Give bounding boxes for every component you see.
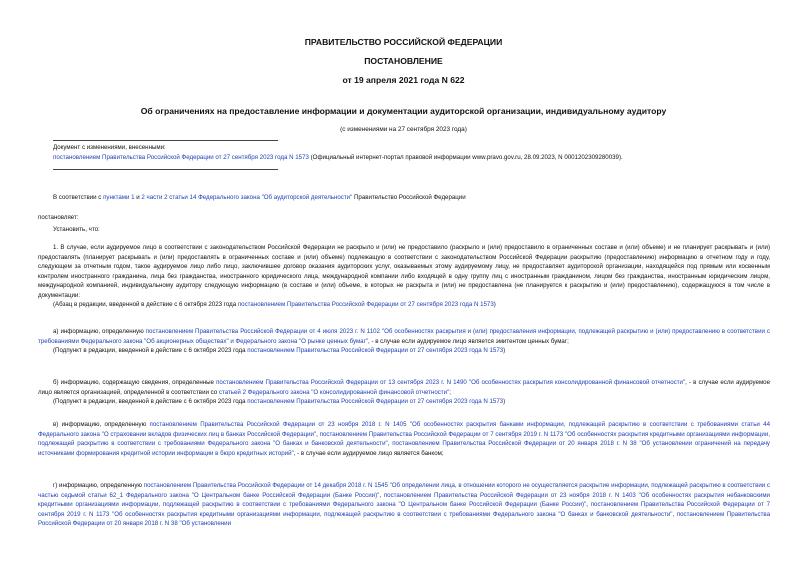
law-article-link[interactable]: 2 части 2 статьи 14 Федерального закона "Об аудиторской деятельности" (141, 194, 353, 201)
paragraph-1-note: (Абзац в редакции, введенной в действие с 6 октября 2023 года постановлением Правительства Российской Федерации от 27 сентября 2023 года N 1573) (53, 301, 496, 309)
subparagraph-a-text: а) информацию, определенную постановлением Правительства Российской Федерации от 4 июля 2023 г. N 1102 "Об особенностях раскрытия и (или) предоставления информации, подлежащей раскрытию и (или) предоставлению в соответствии с требованиями Федерального закона "Об акционерных обществах" и Федерального закона "О рынке ценных бумаг", - в случае если аудируемое лицо является эмитентом ценных бумаг; (38, 328, 770, 345)
preamble: В соответствии с пунктами 1 и 2 части 2 статьи 14 Федерального закона "Об аудиторской деятельности" Правительство Российской Федерации (53, 194, 466, 201)
decree-1545-link[interactable]: постановлением Правительства Российской Федерации от 14 декабря 2018 г. N 1545 "Об определении лица, в отношении которого не осуществляется раскрытие информации, подлежащей раскрытию в соответствии с частью седьмой статьи 62_1 Федерального закона "О Центральном банке Российской Федерации (Банке России)" (38, 482, 770, 499)
paragraph-1 (38, 243, 770, 310)
subparagraph-b-note: (Подпункт в редакции, введенной в действие с 6 октября 2023 года постановлением Правительства Российской Федерации от 27 сентября 2023 года N 1573) (53, 398, 506, 406)
subparagraph-a-note: (Подпункт в редакции, введенной в действие с 6 октября 2023 года постановлением Правительства Российской Федерации от 27 сентября 2023 года N 1573) (53, 347, 506, 355)
subparagraph-b-text: б) информацию, содержащую сведения, определенные постановлением Правительства Российской Федерации от 13 сентября 2023 г. N 1490 "Об особенностях раскрытия консолидированной финансовой отчетности", - в случае если аудируемое лицо является организацией, определенной в соответствии со статьей 2 Федерального закона "О консолидированной финансовой отчетности"; (38, 379, 770, 396)
document-title: Об ограничениях на предоставление информации и документации аудиторской организации, индивидуальному аудитору (140, 106, 667, 116)
law-points-link[interactable]: пунктами 1 (103, 194, 135, 201)
paragraph-1-text: 1. В случае, если аудируемое лицо в соответствии с законодательством Российской Федерации не раскрыло и (или) не предоставило (раскрыло и (или) предоставило в ограниченных составе и (или) объеме) и не планирует раскрывать и (или) предоставлять (планирует раскрывать и (или) предоставлять в ограниченных составе и (или) объеме) подлежащую в соответствии с законодательством Российской Федерации раскрытию (предоставлению) информацию в отчетном году и году, следующем за отчетным годом, такое аудируемое лицо либо лицо, заключившее договор оказания аудиторских услуг, оказываемых этому аудируемому лицу, не предоставляет аудиторской организации, находящейся под прямым или косвенным контролем иностранного гражданина, лица без гражданства, иностранного юридического лица, международной компании либо входящей в одну группу лиц с иностранным гражданином, лицом без гражданства, иностранным юридическим лицом, международной компанией, индивидуальному аудитору следующую информацию (в составе и (или) объеме, в которых не раскрыта и (или) не предоставлена (не планируется к раскрытию и (или) предоставлению), содержащуюся в том числе в документации: (38, 244, 770, 299)
decree-1173-link[interactable]: постановлением Правительства Российской Федерации от 7 сентября 2019 г. N 1173 "Об особенностях раскрытия кредитными организациями информации, подлежащей раскрытию в соответствии с требованиями Федерального закона "О банках и банковской деятельности" (38, 430, 770, 448)
document-type: ПОСТАНОВЛЕНИЕ (364, 56, 443, 66)
amending-decree-link[interactable]: постановлением Правительства Российской Федерации от 27 сентября 2023 года N 1573 (53, 153, 309, 161)
decree-38-link[interactable]: постановлением Правительства Российской Федерации от 20 января 2018 г. N 38 "Об установлении ограничений на передачу источниками формирования кредитной истории информации в бюро кредитных историй" (38, 440, 771, 457)
changes-block (53, 143, 763, 162)
decree-1490-link[interactable]: постановлением Правительства Российской Федерации от 13 сентября 2023 г. N 1490 "Об особенностях раскрытия консолидированной финансовой отчетности" (216, 379, 686, 386)
paragraph-1-amend-link[interactable]: постановлением Правительства Российской Федерации от 27 сентября 2023 года N 1573 (237, 301, 494, 309)
document-date: от 19 апреля 2021 года N 622 (342, 75, 465, 85)
decree-1403-link[interactable]: постановлением Правительства Российской Федерации от 23 ноября 2018 г. N 1403 "Об особенностях раскрытия небанковскими кредитными организациями информации, подлежащей раскрытию в соответствии с требованиями Федерального закона "О Центральном банке Российской Федерации (Банке России)" (38, 491, 770, 509)
subparagraph-v-text: в) информацию, определенную постановлением Правительства Российской Федерации от 23 ноября 2018 г. N 1405 "Об особенностях раскрытия банками информации, подлежащей раскрытию в соответствии с требованиями статьи 44 Федерального закона "О страховании вкладов физических лиц в банках Российской Федерации", постановлением Правительства Российской Федерации от 7 сентября 2019 г. N 1173 "Об особенностях раскрытия кредитными организациями информации, подлежащей раскрытию в соответствии с требованиями Федерального закона "О банках и банковской деятельности", постановлением Правительства Российской Федерации от 20 января 2018 г. N 38 "Об установлении ограничений на передачу источниками формирования кредитной истории информации в бюро кредитных историй", - в случае если аудируемое лицо является банком; (38, 421, 771, 457)
decides-word: постановляет: (38, 214, 79, 221)
subparagraph-g (38, 481, 770, 529)
bottom-divider (53, 169, 278, 170)
subparagraph-a (38, 327, 770, 356)
top-divider (53, 140, 278, 141)
subparagraph-g-text: г) информацию, определенную постановлением Правительства Российской Федерации от 14 декабря 2018 г. N 1545 "Об определении лица, в отношении которого не осуществляется раскрытие информации, подлежащей раскрытию в соответствии с частью седьмой статьи 62_1 Федерального закона "О Центральном банке Российской Федерации (Банке России)", постановлением Правительства Российской Федерации от 23 ноября 2018 г. N 1403 "Об особенностях раскрытия небанковскими кредитными организациями информации, подлежащей раскрытию в соответствии с требованиями Федерального закона "О Центральном банке Российской Федерации (Банке России)", постановлением Правительства Российской Федерации от 7 сентября 2019 г. N 1173 "Об особенностях раскрытия кредитными организациями информации, подлежащей раскрытию в соответствии с требованиями Федерального закона "О банках и банковской деятельности", постановлением Правительства Российской Федерации от 20 января 2018 г. N 38 "Об установлении (38, 482, 771, 528)
decree-38-link-2[interactable]: постановлением Правительства Российской Федерации от 20 января 2018 г. N 38 "Об установлении (38, 510, 770, 528)
subparagraph-b-amend-link[interactable]: постановлением Правительства Российской Федерации от 27 сентября 2023 года N 1573 (247, 398, 504, 406)
changes-intro: Документ с изменениями, внесенными: (53, 144, 166, 151)
establish-word: Установить, что: (53, 226, 100, 233)
decree-1405-link[interactable]: постановлением Правительства Российской Федерации от 23 ноября 2018 г. N 1405 "Об особенностях раскрытия банками информации, подлежащей раскрытию в соответствии с требованиями статьи 44 Федерального закона "О страховании вкладов физических лиц в банках Российской Федерации" (38, 421, 770, 438)
decree-1173-link-2[interactable]: постановлением Правительства Российской Федерации от 7 сентября 2019 г. N 1173 "Об особенностях раскрытия кредитными организациями информации, подлежащей раскрытию в соответствии с требованиями Федерального закона "О банках и банковской деятельности" (38, 501, 771, 518)
changes-source (53, 153, 763, 163)
subparagraph-a-amend-link[interactable]: постановлением Правительства Российской Федерации от 27 сентября 2023 года N 1573 (247, 347, 504, 355)
amendments-note: (с изменениями на 27 сентября 2023 года) (340, 126, 467, 133)
publication-info: (Официальный интернет-портал правовой информации www.pravo.gov.ru, 28.09.2023, N 0001202309280039). (308, 153, 623, 161)
subparagraph-b (38, 378, 770, 407)
decree-1102-link[interactable]: постановлением Правительства Российской Федерации от 4 июля 2023 г. N 1102 "Об особенностях раскрытия и (или) предоставления информации, подлежащей раскрытию и (или) предоставлению в соответствии с требованиями Федерального закона "Об акционерных обществах" и Федерального закона "О рынке ценных бумаг" (38, 328, 770, 345)
subparagraph-v (38, 420, 770, 458)
government-heading: ПРАВИТЕЛЬСТВО РОССИЙСКОЙ ФЕДЕРАЦИИ (304, 37, 503, 47)
consolidated-reporting-law-link[interactable]: статьей 2 Федерального закона "О консолидированной финансовой отчетности" (218, 388, 450, 396)
